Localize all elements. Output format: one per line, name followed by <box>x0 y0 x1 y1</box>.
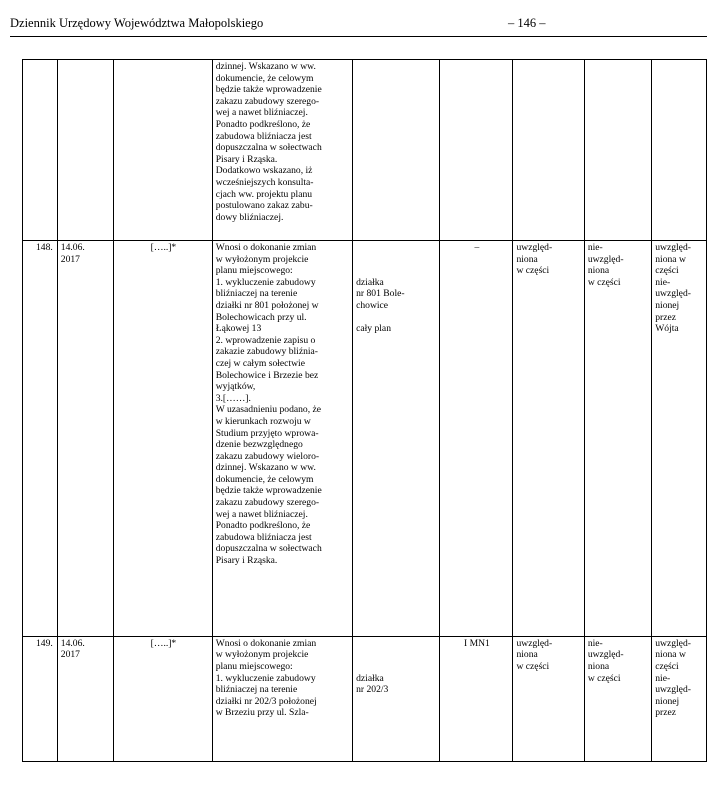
cell-line: zakazu zabudowy wieloro- <box>215 450 320 462</box>
cell-line: będzie także wprowadzenie <box>215 485 322 497</box>
journal-title: Dziennik Urzędowy Województwa Małopolskiego <box>10 16 264 30</box>
cell-line: uwzględ- <box>516 637 553 649</box>
table-row <box>23 60 707 241</box>
cell-applicant <box>114 636 213 761</box>
cell-line: – <box>474 242 480 253</box>
cell-line: w części <box>587 276 621 288</box>
cell-line: działka <box>356 672 384 684</box>
cell-council <box>652 60 707 241</box>
cell-line: przez <box>655 707 677 719</box>
cell-line: uwzględ- <box>655 242 691 253</box>
cell-line: Studium przyjęto wprowa- <box>215 427 319 439</box>
cell-number <box>23 241 58 637</box>
cell-line: zakazie zabudowy bliźnia- <box>215 346 318 358</box>
cell-line: 2. wprowadzenie zapisu o <box>215 334 316 346</box>
cell-line: zakazu zabudowy szerego- <box>215 497 320 509</box>
cell-line: nie- <box>655 276 671 288</box>
cell-wojt-rejected <box>584 60 651 241</box>
cell-number <box>23 60 58 241</box>
cell-line: dzinnej. Wskazano w ww. <box>215 61 316 72</box>
cell-line: Łąkowej 13 <box>215 323 262 335</box>
cell-line: cały plan <box>356 323 391 335</box>
cell-date <box>57 241 113 637</box>
cell-content <box>212 241 352 637</box>
cell-line: dzinnej. Wskazano w ww. <box>215 462 316 474</box>
cell-line: w kierunkach rozwoju w <box>215 415 311 427</box>
cell-remark <box>440 60 513 241</box>
cell-council <box>652 241 707 637</box>
cell-line: w części <box>587 672 621 684</box>
cell-line: niona w <box>655 649 686 661</box>
cell-date <box>57 636 113 761</box>
cell-line: postulowano zakaz zabu- <box>215 200 313 212</box>
cell-line: działki nr 202/3 położonej <box>215 695 317 707</box>
cell-wojt-rejected <box>584 241 651 637</box>
cell-line: uwzględ- <box>587 253 624 265</box>
comments-table <box>22 59 707 762</box>
cell-line: działka <box>356 276 384 288</box>
cell-content <box>212 636 352 761</box>
cell-wojt-accepted <box>513 636 584 761</box>
cell-line: cjach ww. projektu planu <box>215 188 313 200</box>
cell-line: nie- <box>655 672 671 684</box>
cell-wojt-accepted <box>513 241 584 637</box>
cell-line: wej a nawet bliźniaczej. <box>215 508 308 520</box>
cell-line: części <box>655 660 679 672</box>
cell-line: nr 202/3 <box>356 684 389 696</box>
table-row <box>23 241 707 637</box>
cell-line: wcześniejszych konsulta- <box>215 176 314 188</box>
cell-line: niona <box>516 253 538 265</box>
cell-line: uwzględ- <box>655 684 691 696</box>
cell-line: Pisary i Rząska. <box>215 153 278 165</box>
cell-line: Dodatkowo wskazano, iż <box>215 165 313 177</box>
cell-line: Ponadto podkreślono, że <box>215 118 311 130</box>
cell-line: 14.06. <box>60 242 85 253</box>
cell-wojt-accepted <box>513 60 584 241</box>
cell-line: niona w <box>655 253 686 265</box>
table-body <box>23 60 707 762</box>
cell-text: 148. <box>35 242 53 253</box>
cell-line: niona <box>587 265 610 277</box>
cell-line: 3.[……]. <box>215 392 251 404</box>
cell-applicant <box>114 241 213 637</box>
cell-line: 2017 <box>60 649 80 661</box>
cell-text: 149. <box>35 637 53 649</box>
cell-text: […..]* <box>150 637 177 649</box>
cell-number <box>23 636 58 761</box>
cell-line: Wójta <box>655 323 679 335</box>
cell-property <box>353 60 440 241</box>
cell-line: 14.06. <box>60 637 85 649</box>
cell-line: w części <box>516 265 550 277</box>
cell-line: zakazu zabudowy szerego- <box>215 95 320 107</box>
cell-line: Bolechowicach przy ul. <box>215 311 307 323</box>
cell-council <box>652 636 707 761</box>
page-number: – 146 – <box>508 16 546 30</box>
cell-line: w Brzeziu przy ul. Szla- <box>215 707 309 719</box>
cell-line: części <box>655 265 679 277</box>
cell-line: niona <box>587 660 610 672</box>
cell-line: uwzględ- <box>516 242 553 253</box>
cell-line: nionej <box>655 695 680 707</box>
cell-line: nie- <box>587 637 603 649</box>
cell-line: dopuszczalna w sołectwach <box>215 543 322 555</box>
cell-line: w części <box>516 660 550 672</box>
cell-line: bliźniaczej na terenie <box>215 288 298 300</box>
cell-line: w wyłożonym projekcie <box>215 253 309 265</box>
cell-line: bliźniaczej na terenie <box>215 684 298 696</box>
cell-line: uwzględ- <box>655 288 691 300</box>
cell-line: 2017 <box>60 253 80 265</box>
cell-line: dokumencie, że celowym <box>215 473 314 485</box>
cell-line: wyjątków, <box>215 381 256 393</box>
cell-applicant <box>114 60 213 241</box>
cell-line: zabudowa bliźniacza jest <box>215 130 312 142</box>
cell-line: Wnosi o dokonanie zmian <box>215 637 317 649</box>
cell-line: w wyłożonym projekcie <box>215 649 309 661</box>
cell-property <box>353 636 440 761</box>
cell-line: zabudowa bliźniacza jest <box>215 531 312 543</box>
cell-line: Bolechowice i Brzezie bez <box>215 369 319 381</box>
cell-text: […..]* <box>150 242 177 253</box>
cell-line: uwzględ- <box>655 637 691 649</box>
cell-line: nr 801 Bole- <box>356 288 405 300</box>
cell-line: wej a nawet bliźniaczej. <box>215 107 308 119</box>
cell-remark <box>440 636 513 761</box>
cell-line: przez <box>655 311 677 323</box>
cell-line: uwzględ- <box>587 649 624 661</box>
cell-line: planu miejscowego: <box>215 660 293 672</box>
page-header <box>10 16 707 37</box>
cell-line: 1. wykluczenie zabudowy <box>215 276 316 288</box>
cell-line: 1. wykluczenie zabudowy <box>215 672 316 684</box>
cell-line: chowice <box>356 299 389 311</box>
table-row <box>23 636 707 761</box>
cell-line: dopuszczalna w sołectwach <box>215 142 322 154</box>
cell-line: I MN1 <box>463 637 490 649</box>
cell-line: Wnosi o dokonanie zmian <box>215 242 317 253</box>
cell-line: będzie także wprowadzenie <box>215 84 322 96</box>
cell-line: W uzasadnieniu podano, że <box>215 404 322 416</box>
cell-line: planu miejscowego: <box>215 265 293 277</box>
cell-line: niona <box>516 649 538 661</box>
cell-content <box>212 60 352 241</box>
cell-remark <box>440 241 513 637</box>
cell-line: działki nr 801 położonej w <box>215 299 319 311</box>
cell-line: nionej <box>655 299 680 311</box>
cell-property <box>353 241 440 637</box>
cell-line: nie- <box>587 242 603 253</box>
cell-line: Pisary i Rząska. <box>215 555 278 567</box>
cell-line: dokumencie, że celowym <box>215 72 314 84</box>
cell-wojt-rejected <box>584 636 651 761</box>
cell-line: Ponadto podkreślono, że <box>215 520 311 532</box>
cell-line: dowy bliźniaczej. <box>215 211 284 223</box>
cell-date <box>57 60 113 241</box>
cell-line: czej w całym sołectwie <box>215 357 305 369</box>
cell-line: dzenie bezwzględnego <box>215 439 303 451</box>
